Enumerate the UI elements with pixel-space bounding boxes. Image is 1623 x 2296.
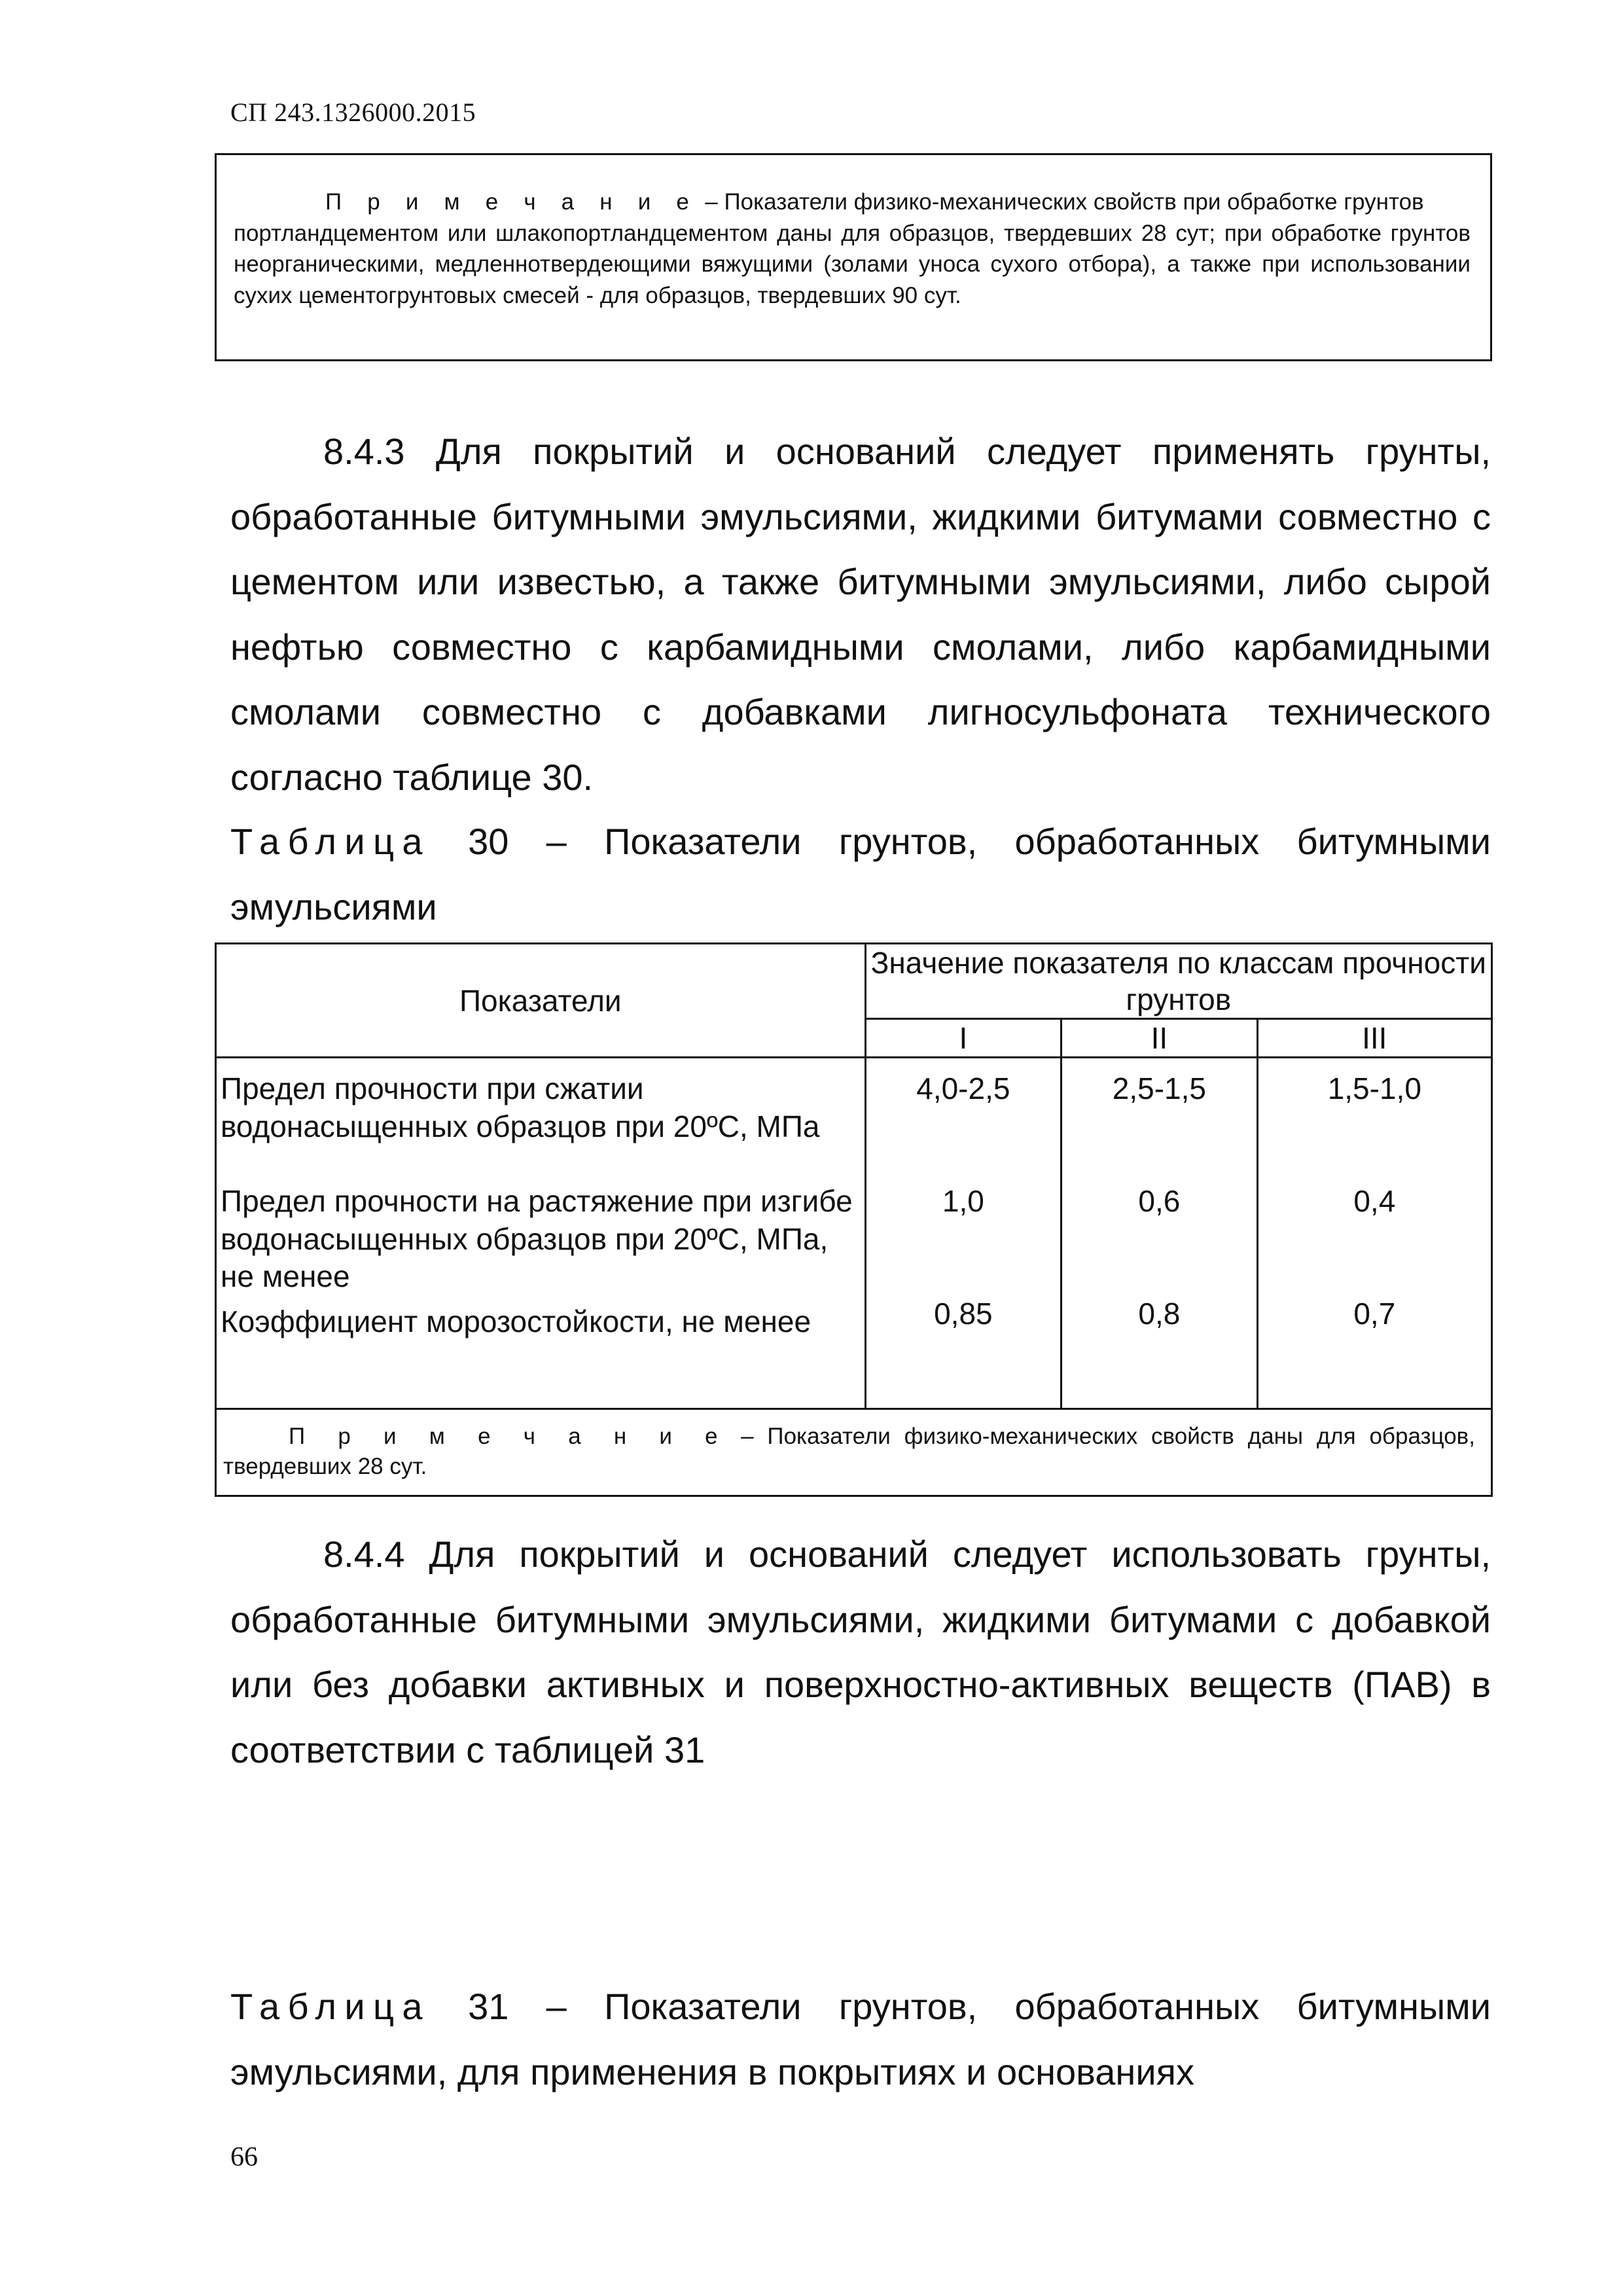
indicator-names-cell [216, 1058, 866, 1409]
table-header-row [216, 944, 1492, 1019]
indicator-compression: Предел прочности при сжатии водонасыщенных образцов при 20ºС, МПа [221, 1071, 820, 1143]
value-cell: 0,85 [934, 1297, 993, 1331]
class-3-values-cell [1257, 1058, 1491, 1409]
table-caption-number: 31 [468, 1986, 509, 2027]
table-caption-text: – Показатели грунтов, обработанных битумными эмульсиями, для применения в покрытиях и основаниях [230, 1986, 1491, 2092]
paragraph-number: 8.4.3 [323, 431, 405, 472]
value-cell: 0,7 [1353, 1297, 1396, 1331]
indicator-frost: Коэффициент морозостойкости, не менее [221, 1304, 812, 1338]
table-note-label: П р и м е ч а н и е [289, 1424, 728, 1449]
document-code: СП 243.1326000.2015 [230, 98, 476, 127]
paragraph-8-4-3 [230, 419, 1491, 810]
table-note-row [216, 1409, 1492, 1496]
value-cell: 1,0 [942, 1184, 984, 1218]
value-cell: 0,4 [1353, 1184, 1396, 1218]
table-note-cell [216, 1409, 1492, 1496]
note-text-rest: портландцементом или шлакопортландцементом даны для образцов, твердевших 28 сут; при обработке грунтов неорганическими, медленнотвердеющими вяжущими (золами уноса сухого отбора), а также при использовании сухих цементогрунтовых смесей - для образцов, твердевших 90 сут. [234, 220, 1471, 308]
paragraph-text: Для покрытий и оснований следует применять грунты, обработанные битумными эмульсиями, жидкими битумами совместно с цементом или известью, а также битумными эмульсиями, либо сырой нефтью совместно с карбамидными смолами, либо карбамидными смолами совместно с добавками лигносульфоната технического согласно таблице 30. [230, 431, 1491, 798]
class-2-values-cell [1061, 1058, 1258, 1409]
table-body-row [216, 1058, 1492, 1409]
column-header-values: Значение показателя по классам прочности грунтов [865, 944, 1491, 1019]
value-cell: 1,5-1,0 [1327, 1071, 1421, 1105]
class-header-2: II [1061, 1019, 1258, 1058]
value-cell: 4,0-2,5 [916, 1071, 1010, 1105]
paragraph-number: 8.4.4 [323, 1534, 405, 1575]
class-header-3: III [1257, 1019, 1491, 1058]
table-30 [215, 942, 1493, 1497]
value-cell: 0,6 [1138, 1184, 1181, 1218]
table-31-caption [230, 1974, 1491, 2105]
value-cell: 0,8 [1138, 1297, 1181, 1331]
page-number: 66 [230, 2142, 258, 2172]
paragraph-8-4-4 [230, 1522, 1491, 1782]
table-caption-label: Таблица [230, 1986, 431, 2027]
indicator-tension: Предел прочности на растяжение при изгибе водонасыщенных образцов при 20ºС, МПа, не менее [221, 1184, 853, 1293]
value-cell: 2,5-1,5 [1112, 1071, 1206, 1105]
class-header-1: I [865, 1019, 1061, 1058]
column-header-indicators: Показатели [216, 944, 866, 1058]
note-text-start: – Показатели физико-механических свойств при обработке грунтов [698, 189, 1424, 215]
table-caption-text: – Показатели грунтов, обработанных битумными эмульсиями [230, 821, 1491, 927]
paragraph-text: Для покрытий и оснований следует использовать грунты, обработанные битумными эмульсиями, жидкими битумами с добавкой или без добавки активных и поверхностно-активных веществ (ПАВ) в соответствии с таблицей 31 [230, 1534, 1491, 1770]
table-caption-label: Таблица [230, 821, 431, 862]
note-top-first-line [234, 187, 1471, 218]
class-1-values-cell [865, 1058, 1061, 1409]
note-box-top [215, 153, 1492, 361]
table-note-text: – Показатели физико-механических свойств даны для образцов, твердевших 28 сут. [223, 1424, 1476, 1479]
table-30-caption [230, 809, 1491, 940]
table-caption-number: 30 [468, 821, 509, 862]
note-label: П р и м е ч а н и е [325, 189, 699, 215]
